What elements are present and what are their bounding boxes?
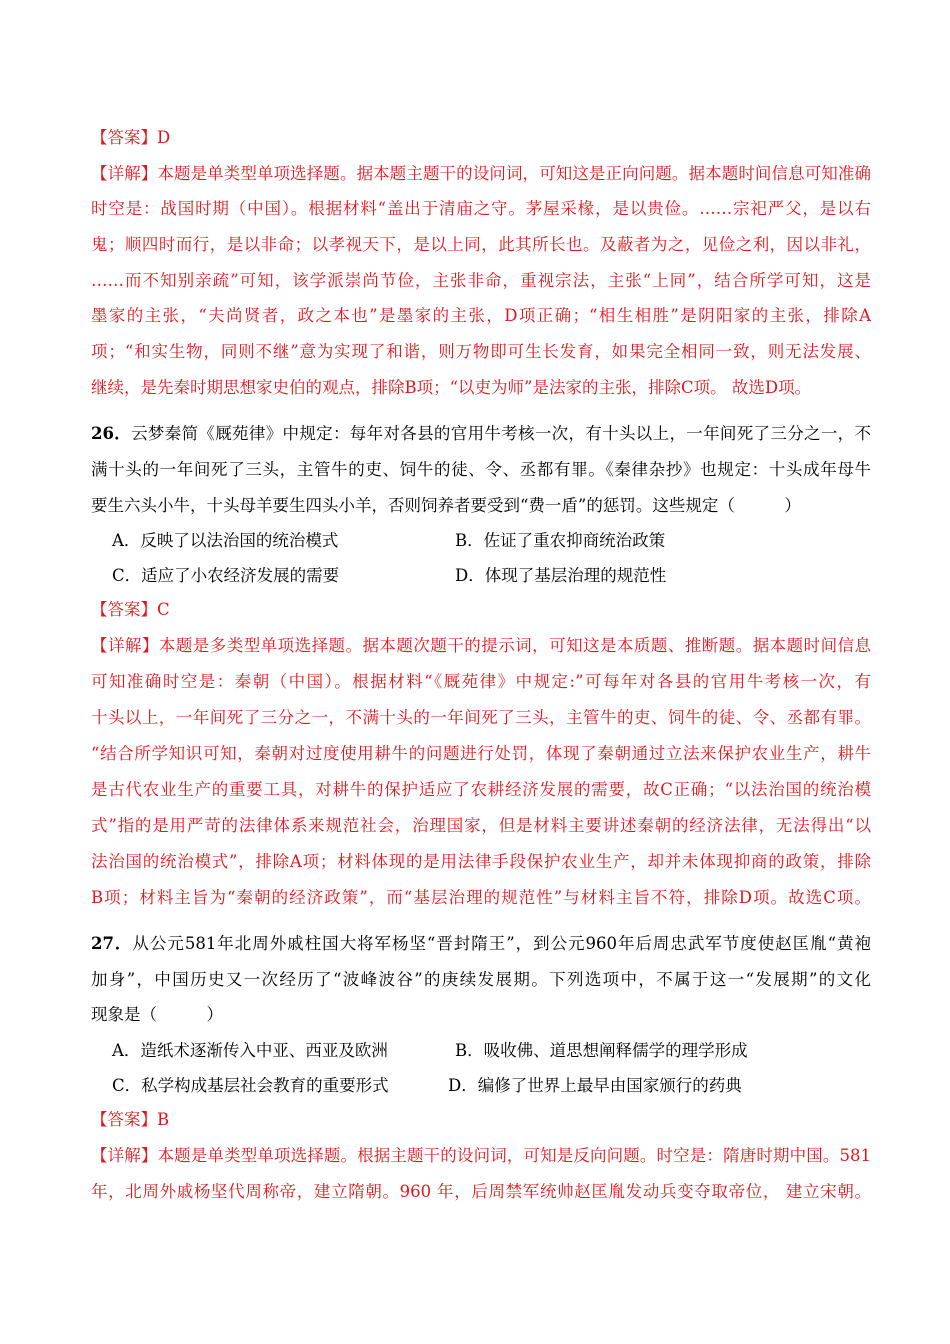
answer-label: 【答案】C	[91, 600, 170, 619]
question-stem-line	[91, 934, 871, 954]
option-b: B．吸收佛、道思想阐释儒学的理学形成	[455, 1041, 748, 1060]
detail-line: 是古代农业生产的重要工具，对耕牛的保护适应了农耕经济发展的需要，故C正确；“以法治国的统治模	[91, 780, 871, 799]
question-number: 26．	[91, 424, 132, 443]
question-stem-text: 云梦秦简《厩苑律》中规定：每年对各县的官用牛考核一次，有十头以上，一年间死了三分之一，不	[131, 424, 871, 443]
question-stem-text: 从公元581年北周外戚柱国大将军杨坚“晋封隋王”，到公元960年后周忠武军节度使赵匡胤“黄袍	[132, 934, 871, 953]
question-stem-line: 满十头的一年间死了三头，主管牛的吏、饲牛的徒、令、丞都有罪。《秦律杂抄》也规定：十头成年母牛	[91, 460, 871, 479]
answer-label: 【答案】B	[91, 1110, 170, 1129]
detail-line: 式”指的是用严苛的法律体系来规范社会，治理国家，但是材料主要讲述秦朝的经济法律，无法得出“以	[91, 816, 871, 835]
detail-line: 墨家的主张，“夫尚贤者，政之本也”是墨家的主张，D项正确；“相生相胜”是阴阳家的主张，排除A	[91, 306, 871, 325]
question-stem-line: 加身”，中国历史又一次经历了“波峰波谷”的庚续发展期。下列选项中，不属于这一“发展期”的文化	[91, 970, 871, 989]
detail-line: 十头以上，一年间死了三分之一，不满十头的一年间死了三头，主管牛的吏、饲牛的徒、令、丞都有罪。	[91, 708, 871, 727]
detail-line: 【详解】本题是单类型单项选择题。根据主题干的设问词，可知是反向问题。时空是：隋唐时期中国。581	[91, 1146, 871, 1165]
option-a: A．造纸术逐渐传入中亚、西亚及欧洲	[112, 1041, 388, 1060]
option-b: B．佐证了重农抑商统治政策	[455, 531, 666, 550]
option-d: D．体现了基层治理的规范性	[455, 566, 667, 585]
option-d: D．编修了世界上最早由国家颁行的药典	[448, 1076, 742, 1095]
detail-line: 【详解】本题是单类型单项选择题。据本题主题干的设问词，可知这是正向问题。据本题时间信息可知准确	[91, 164, 871, 183]
option-c: C．私学构成基层社会教育的重要形式	[112, 1076, 389, 1095]
question-number: 27．	[91, 934, 133, 953]
question-stem-line	[91, 424, 871, 444]
question-stem-line: 要生六头小牛，十头母羊要生四头小羊，否则饲养者要受到“费一盾”的惩罚。这些规定（ ）	[91, 496, 801, 515]
question-stem-line: 现象是（ ）	[91, 1005, 223, 1024]
detail-line: B项；材料主旨为“秦朝的经济政策”，而“基层治理的规范性”与材料主旨不符，排除D项。故选C项。	[91, 888, 871, 907]
detail-line: 可知准确时空是：秦朝（中国）。根据材料“《厩苑律》中规定:”可每年对各县的官用牛考核一次，有	[91, 672, 871, 691]
detail-line: 法治国的统治模式”，排除A项；材料体现的是用法律手段保护农业生产，却并未体现抑商的政策，排除	[91, 852, 871, 871]
option-a: A．反映了以法治国的统治模式	[112, 531, 339, 550]
detail-line: 鬼；顺四时而行，是以非命；以孝视天下，是以上同，此其所长也。及蔽者为之，见俭之利，因以非礼，	[91, 235, 871, 254]
option-c: C．适应了小农经济发展的需要	[112, 566, 340, 585]
detail-line: 项；“和实生物，同则不继”意为实现了和谐，则万物即可生长发育，如果完全相同一致，则无法发展、	[91, 342, 871, 361]
detail-line: 【详解】本题是多类型单项选择题。据本题次题干的提示词，可知这是本质题、推断题。据本题时间信息	[91, 636, 871, 655]
detail-line: 时空是：战国时期（中国）。根据材料“盖出于清庙之守。茅屋采椽，是以贵俭。……宗祀严父，是以右	[91, 199, 871, 218]
detail-line: ……而不知别亲疏”可知，该学派崇尚节俭，主张非命，重视宗法，主张“上同”，结合所学可知，这是	[91, 271, 871, 290]
detail-line: 继续，是先秦时期思想家史伯的观点，排除B项；“以吏为师”是法家的主张，排除C项。 故选D项。	[91, 378, 812, 397]
detail-line: 年，北周外戚杨坚代周称帝，建立隋朝。960 年，后周禁军统帅赵匡胤发动兵变夺取帝位， 建立宋朝。	[91, 1182, 871, 1201]
answer-label: 【答案】D	[91, 128, 171, 147]
detail-line: “结合所学知识可知，秦朝对过度使用耕牛的问题进行处罚，体现了秦朝通过立法来保护农业生产，耕牛	[91, 744, 871, 763]
